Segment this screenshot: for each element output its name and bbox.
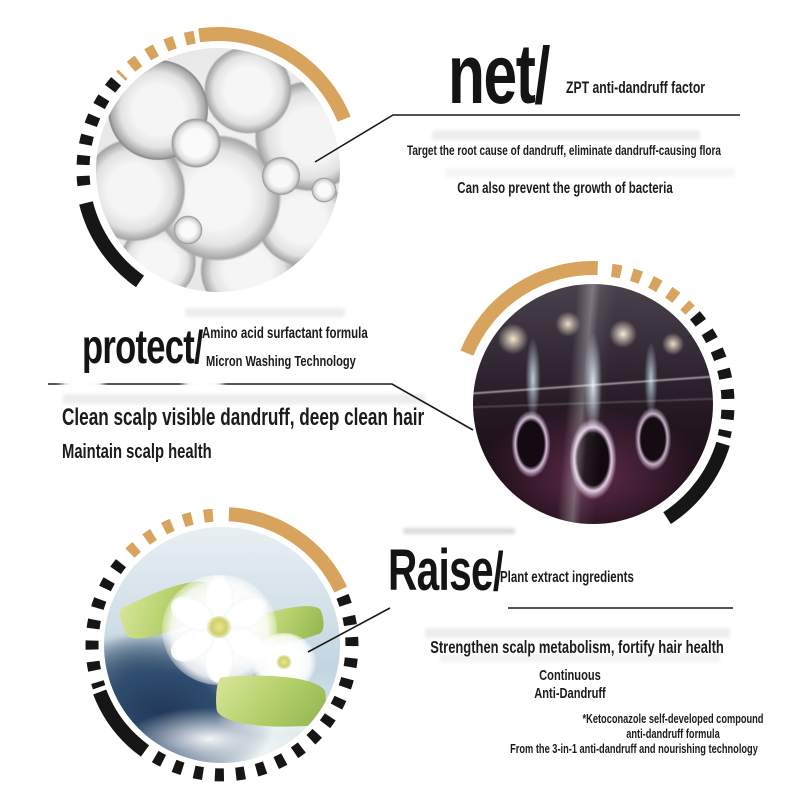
net-benefit-line-1: Target the root cause of dandruff, eliminate dandruff-causing flora [407,143,721,158]
protect-title-slash: / [194,321,204,373]
raise-title-slash: / [492,540,504,602]
white-smudge-artifact [182,377,224,391]
protect-subtitle-1: Amino acid surfactant formula [202,325,368,342]
net-benefit-line-2: Can also prevent the growth of bacteria [457,180,673,197]
white-smudge-artifact [60,377,105,391]
net-subtitle: ZPT anti-dandruff factor [566,79,706,97]
protect-benefit-line-2: Maintain scalp health [62,441,212,463]
raise-benefit-line-1: Strengthen scalp metabolism, fortify hair health [430,637,724,657]
raise-badge-line-2: Anti-Dandruff [534,685,606,702]
raise-subtitle: Plant extract ingredients [500,569,634,586]
protect-title-word: protect [82,321,195,374]
raise-footnote-line-1: *Ketoconazole self-developed compound [582,712,764,726]
raise-badge-line-1: Continuous [539,667,601,684]
raise-title-word: Raise [388,538,493,603]
net-title-slash: / [534,31,551,120]
protect-leader-line [48,384,473,430]
net-title-word: net [448,27,535,121]
net-leader-line [315,115,740,162]
raise-footnote-line-2: anti-dandruff formula [626,727,720,741]
protect-subtitle-2: Micron Washing Technology [206,353,356,370]
raise-leader-line-diagonal [308,608,390,652]
protect-benefit-line-1: Clean scalp visible dandruff, deep clean hair [62,404,425,431]
raise-footnote-line-3: From the 3-in-1 anti-dandruff and nourishing technology [510,742,758,756]
